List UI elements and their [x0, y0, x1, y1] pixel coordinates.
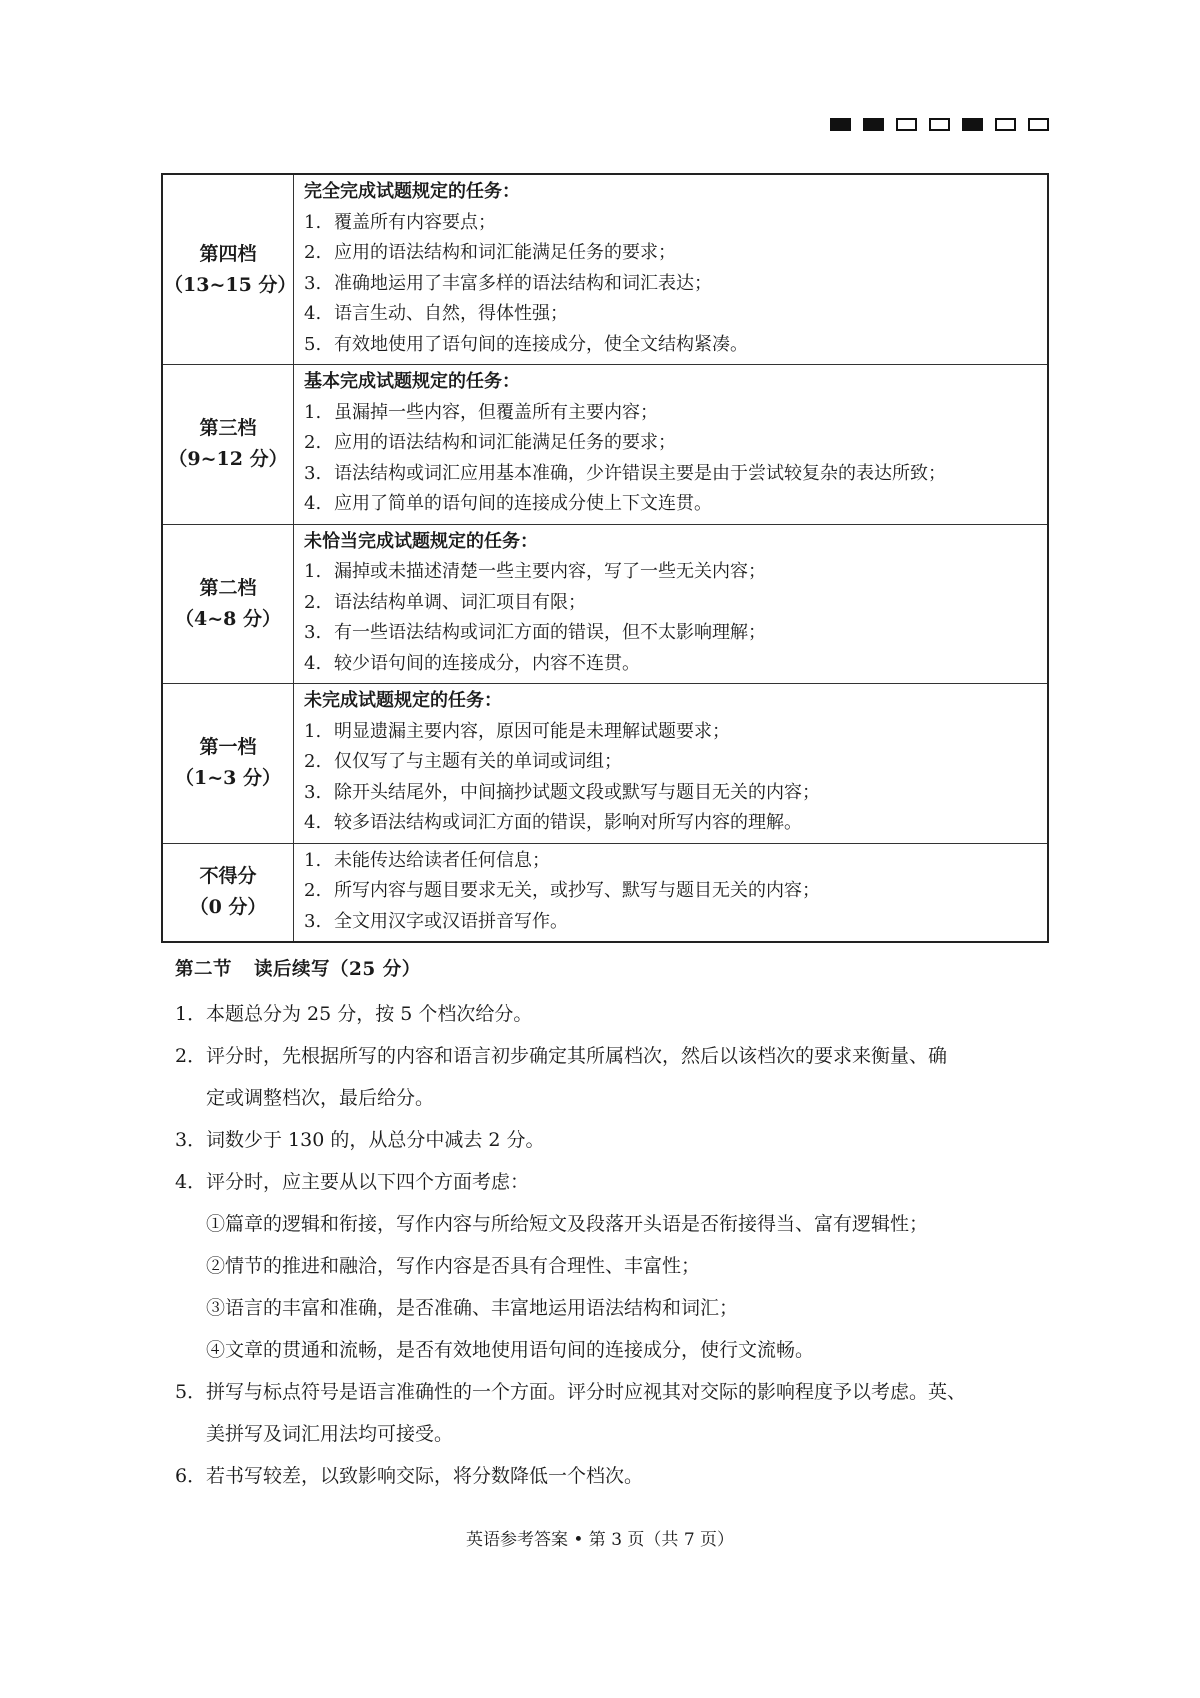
criterion-text: 有效地使用了语句间的连接成分，使全文结构紧凑。 — [334, 333, 748, 355]
item-line: 若书写较差，以致影响交际，将分数降低一个档次。 — [206, 1465, 644, 1487]
criterion — [304, 876, 1047, 907]
criterion — [304, 330, 1047, 361]
rubric-row — [162, 524, 1048, 684]
instruction-item — [175, 1035, 1055, 1119]
section-heading — [175, 955, 421, 981]
criterion-text: 应用的语法结构和词汇能满足任务的要求； — [334, 432, 676, 453]
section-label: 第二节 — [175, 959, 233, 980]
instruction-item — [175, 1455, 1055, 1497]
criterion — [304, 398, 1047, 429]
criterion — [304, 778, 1047, 809]
criterion-text: 虽漏掉一些内容，但覆盖所有主要内容； — [334, 401, 658, 423]
criterion — [304, 238, 1047, 269]
criterion-aspect: ②情节的推进和融洽，写作内容是否具有合理性、丰富性； — [206, 1255, 701, 1277]
item-line: 评分时，先根据所写的内容和语言初步确定其所属档次，然后以该档次的要求来衡量、确 — [206, 1045, 948, 1067]
level-name: 第一档 — [199, 736, 257, 759]
item-text — [206, 1371, 1055, 1455]
level-score: （0 分） — [189, 896, 267, 919]
criterion — [304, 299, 1047, 330]
page-footer: 英语参考答案 • 第 3 页（共 7 页） — [465, 1530, 735, 1550]
item-line: 定或调整档次，最后给分。 — [206, 1087, 435, 1109]
level-cell — [162, 365, 294, 525]
filled-square-mark — [830, 118, 851, 131]
item-line: 本题总分为 25 分，按 5 个档次给分。 — [206, 1003, 533, 1025]
criterion — [304, 208, 1047, 239]
criterion-number: 2. — [304, 591, 322, 613]
level-name: 第四档 — [199, 242, 257, 265]
item-text — [206, 1455, 1055, 1497]
criteria-cell — [294, 365, 1049, 525]
criterion-text: 漏掉或未描述清楚一些主要内容，写了一些无关内容； — [334, 561, 766, 582]
item-number: 5． — [175, 1381, 207, 1403]
rubric-row — [162, 684, 1048, 844]
criterion-text: 语法结构单调、词汇项目有限； — [334, 591, 586, 613]
filled-square-mark — [962, 118, 983, 131]
instruction-item — [175, 1119, 1055, 1161]
criterion-number: 4. — [304, 303, 322, 324]
criterion-text: 有一些语法结构或词汇方面的错误，但不太影响理解； — [334, 622, 766, 643]
criterion-number: 1. — [304, 849, 322, 871]
level-cell — [162, 684, 294, 844]
level-score: （1~3 分） — [175, 767, 281, 790]
instruction-item — [175, 1371, 1055, 1455]
level-name: 第二档 — [199, 576, 257, 599]
level-score: （13~15 分） — [164, 273, 297, 296]
criterion-aspect: ①篇章的逻辑和衔接，写作内容与所给短文及段落开头语是否衔接得当、富有逻辑性； — [206, 1213, 929, 1235]
criterion-aspect: ③语言的丰富和准确，是否准确、丰富地运用语法结构和词汇； — [206, 1297, 739, 1319]
rubric-row — [162, 365, 1048, 525]
item-number: 6． — [175, 1465, 207, 1487]
criterion — [304, 808, 1047, 839]
empty-square-mark — [1028, 118, 1049, 131]
criterion — [304, 747, 1047, 778]
item-line: 词数少于 130 的，从总分中减去 2 分。 — [206, 1129, 545, 1151]
filled-square-mark — [863, 118, 884, 131]
instruction-item — [175, 1161, 1055, 1203]
criteria-cell — [294, 684, 1049, 844]
criterion-number: 4. — [304, 652, 322, 674]
item-line: 拼写与标点符号是语言准确性的一个方面。评分时应视其对交际的影响程度予以考虑。英、 — [206, 1381, 967, 1403]
criterion-number: 3. — [304, 462, 322, 484]
criterion-text: 语言生动、自然，得体性强； — [334, 303, 568, 324]
criterion — [304, 649, 1047, 680]
criterion — [304, 557, 1047, 588]
criterion-number: 1. — [304, 561, 322, 582]
criteria-cell — [294, 524, 1049, 684]
item-line: 评分时，应主要从以下四个方面考虑： — [206, 1171, 530, 1193]
criterion-number: 1. — [304, 211, 322, 233]
criterion — [304, 618, 1047, 649]
criteria-cell — [294, 843, 1049, 942]
criterion-number: 1. — [304, 401, 322, 423]
item-text — [206, 1035, 1055, 1119]
criterion-text: 较少语句间的连接成分，内容不连贯。 — [334, 652, 640, 674]
criterion-text: 明显遗漏主要内容，原因可能是未理解试题要求； — [334, 720, 730, 742]
criterion — [304, 489, 1047, 520]
criterion-number: 3. — [304, 622, 322, 643]
item-number: 2． — [175, 1045, 207, 1067]
scoring-rubric-table — [161, 173, 1049, 943]
criteria-title: 未恰当完成试题规定的任务： — [304, 530, 538, 552]
scoring-instructions — [175, 993, 1055, 1497]
criterion-text: 语法结构或词汇应用基本准确，少许错误主要是由于尝试较复杂的表达所致； — [334, 462, 946, 484]
item-number: 3． — [175, 1129, 207, 1151]
instruction-item — [175, 993, 1055, 1035]
level-cell — [162, 843, 294, 942]
criterion-number: 1. — [304, 720, 322, 742]
criterion — [304, 846, 1047, 877]
criterion-number: 2. — [304, 242, 322, 263]
level-name: 不得分 — [199, 865, 257, 888]
criterion-number: 2. — [304, 751, 322, 772]
level-cell — [162, 524, 294, 684]
rubric-row — [162, 843, 1048, 942]
rubric-row — [162, 174, 1048, 365]
item-number: 1． — [175, 1003, 207, 1025]
criterion-aspect: ④文章的贯通和流畅，是否有效地使用语句间的连接成分，使行文流畅。 — [206, 1339, 815, 1361]
criterion — [304, 428, 1047, 459]
level-score: （4~8 分） — [175, 607, 281, 630]
criterion-text: 所写内容与题目要求无关，或抄写、默写与题目无关的内容； — [334, 880, 820, 901]
criterion — [304, 907, 1047, 938]
criterion-number: 3. — [304, 272, 322, 294]
criteria-title: 基本完成试题规定的任务： — [304, 371, 520, 392]
item-number: 4． — [175, 1171, 207, 1193]
criterion-number: 4. — [304, 493, 322, 514]
empty-square-mark — [995, 118, 1016, 131]
item-text — [206, 1161, 1055, 1203]
criterion-text: 覆盖所有内容要点； — [334, 211, 496, 233]
criterion-number: 3. — [304, 781, 322, 803]
empty-square-mark — [896, 118, 917, 131]
criterion-text: 应用的语法结构和词汇能满足任务的要求； — [334, 242, 676, 263]
item-line: 美拼写及词汇用法均可接受。 — [206, 1423, 454, 1445]
criterion-text: 较多语法结构或词汇方面的错误，影响对所写内容的理解。 — [334, 812, 802, 833]
criterion-text: 全文用汉字或汉语拼音写作。 — [334, 910, 568, 932]
criterion-text: 未能传达给读者任何信息； — [334, 849, 550, 871]
criterion — [304, 269, 1047, 300]
criterion-text: 准确地运用了丰富多样的语法结构和词汇表达； — [334, 272, 712, 294]
criteria-cell — [294, 174, 1049, 365]
criterion — [304, 717, 1047, 748]
criterion-number: 3. — [304, 910, 322, 932]
item-text — [206, 993, 1055, 1035]
criterion-text: 应用了简单的语句间的连接成分使上下文连贯。 — [334, 493, 712, 514]
level-score: （9~12 分） — [168, 448, 288, 471]
level-cell — [162, 174, 297, 365]
criterion-number: 4. — [304, 812, 322, 833]
criteria-title: 完全完成试题规定的任务： — [304, 181, 520, 202]
criterion-number: 2. — [304, 880, 322, 901]
criterion — [304, 588, 1047, 619]
criterion-text: 仅仅写了与主题有关的单词或词组； — [334, 751, 622, 772]
level-name: 第三档 — [199, 417, 257, 440]
criterion-number: 2. — [304, 432, 322, 453]
section-title: 读后续写（25 分） — [254, 959, 421, 980]
criterion-number: 5. — [304, 333, 322, 355]
criterion-text: 除开头结尾外，中间摘抄试题文段或默写与题目无关的内容； — [334, 781, 820, 803]
item-text — [206, 1119, 1055, 1161]
criterion — [304, 459, 1047, 490]
criteria-title: 未完成试题规定的任务： — [304, 690, 502, 711]
page-marks — [830, 118, 1049, 131]
empty-square-mark — [929, 118, 950, 131]
